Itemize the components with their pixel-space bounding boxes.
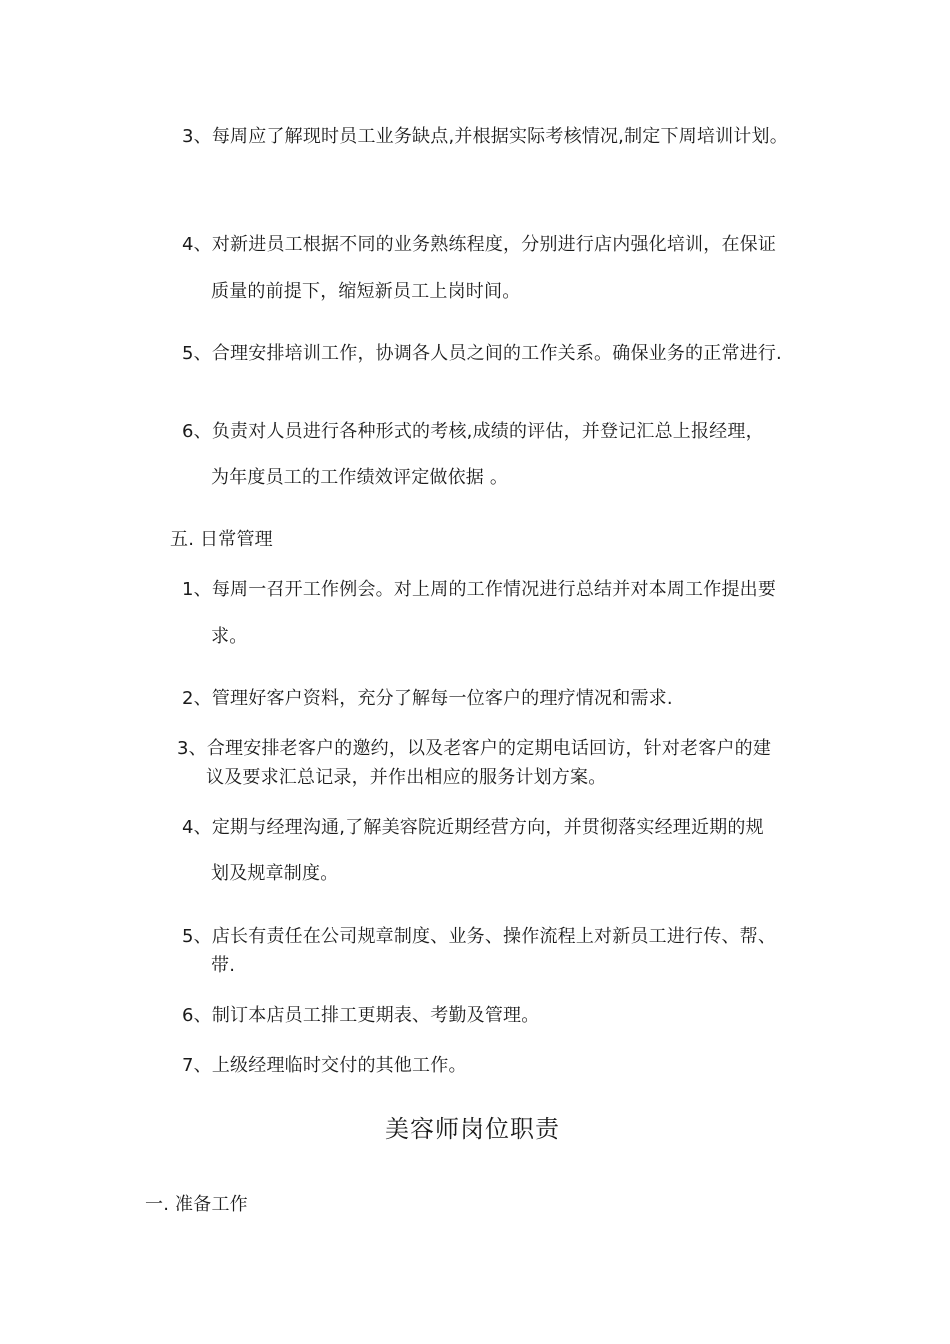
list-item-5-4: 4、定期与经理沟通,了解美容院近期经营方向，并贯彻落实经理近期的规 xyxy=(182,817,764,838)
list-item-5-4-cont: 划及规章制度。 xyxy=(211,863,339,884)
list-item-5-5: 5、店长有责任在公司规章制度、业务、操作流程上对新员工进行传、帮、 xyxy=(182,926,777,947)
list-item-5-6: 6、制订本店员工排工更期表、考勤及管理。 xyxy=(182,1005,540,1026)
list-item-4-4: 4、对新进员工根据不同的业务熟练程度，分别进行店内强化培训，在保证 xyxy=(182,234,777,255)
page-title-beautician-responsibilities: 美容师岗位职责 xyxy=(385,1115,560,1143)
section-heading-daily-management: 五. 日常管理 xyxy=(170,529,273,550)
list-item-5-2: 2、管理好客户资料，充分了解每一位客户的理疗情况和需求. xyxy=(182,688,673,709)
list-item-4-6: 6、负责对人员进行各种形式的考核,成绩的评估，并登记汇总上报经理， xyxy=(182,421,764,442)
list-item-4-6-cont: 为年度员工的工作绩效评定做依据 。 xyxy=(211,467,509,488)
list-item-4-4-cont: 质量的前提下，缩短新员工上岗时间。 xyxy=(211,281,521,302)
list-item-5-1-cont: 求。 xyxy=(211,626,248,647)
list-item-5-3-cont: 议及要求汇总记录，并作出相应的服务计划方案。 xyxy=(206,767,607,788)
list-item-5-3: 3、合理安排老客户的邀约，以及老客户的定期电话回访，针对老客户的建 xyxy=(177,738,772,759)
list-item-5-5-cont: 带. xyxy=(211,955,236,976)
list-item-4-3: 3、每周应了解现时员工业务缺点,并根据实际考核情况,制定下周培训计划。 xyxy=(182,126,788,147)
list-item-5-1: 1、每周一召开工作例会。对上周的工作情况进行总结并对本周工作提出要 xyxy=(182,579,777,600)
list-item-5-7: 7、上级经理临时交付的其他工作。 xyxy=(182,1055,467,1076)
list-item-4-5: 5、合理安排培训工作，协调各人员之间的工作关系。确保业务的正常进行. xyxy=(182,343,782,364)
section-heading-preparation: 一. 准备工作 xyxy=(145,1194,248,1215)
